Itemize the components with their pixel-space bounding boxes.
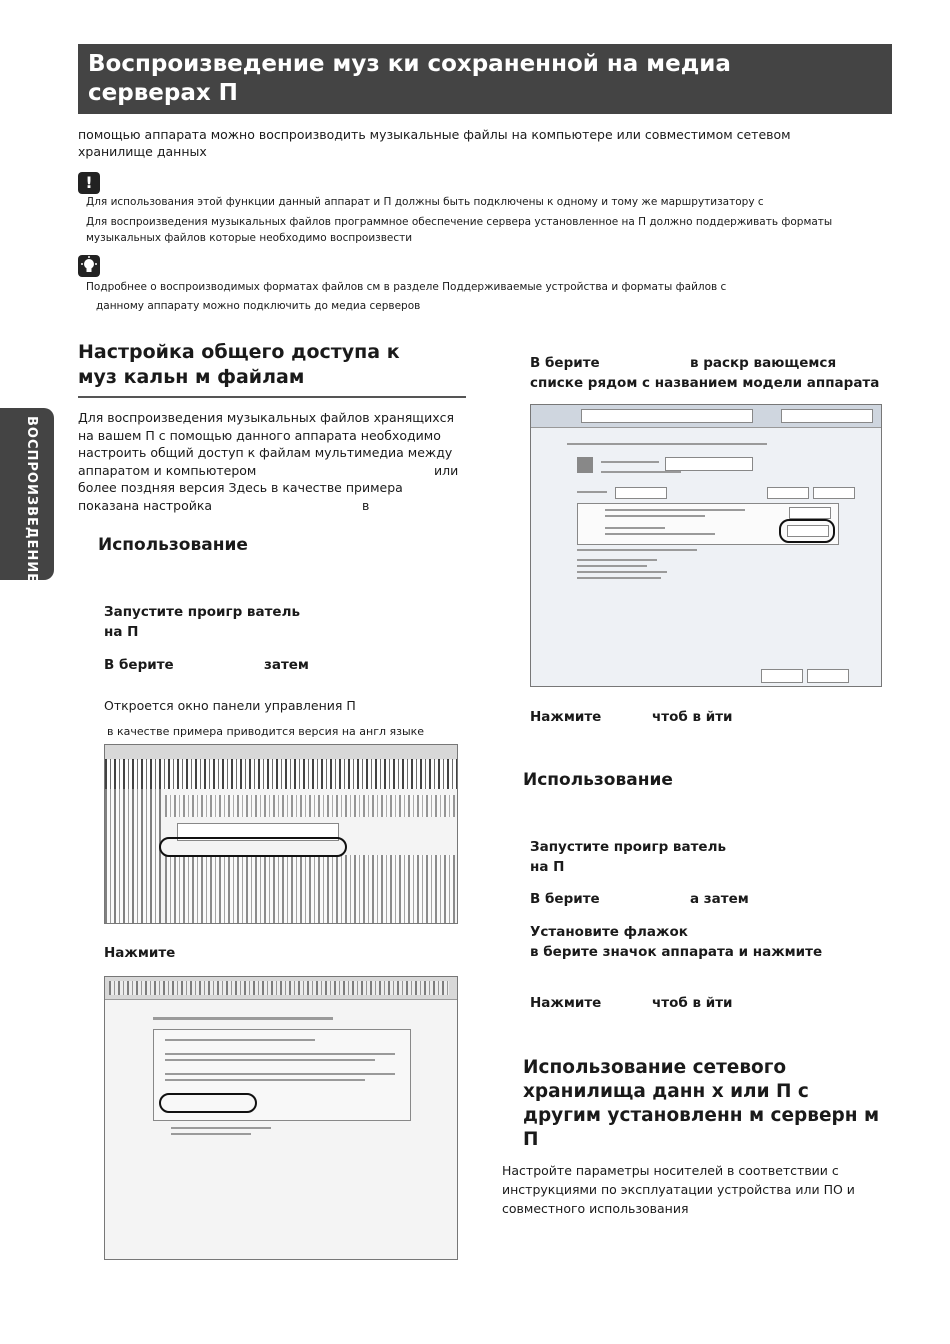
section-title-nas — [523, 1056, 903, 1152]
step-part: В берите — [104, 657, 174, 673]
step2-select — [530, 889, 910, 909]
step-part: затем — [264, 657, 309, 673]
intro-paragraph — [78, 126, 898, 160]
step-part: Нажмите — [530, 995, 602, 1011]
step-part: а затем — [690, 891, 749, 907]
highlight-circle — [159, 1093, 257, 1113]
step2-checkbox — [530, 922, 910, 962]
step-line: Запустите проигр ватель — [104, 604, 300, 620]
lightbulb-icon — [78, 255, 100, 277]
step-part: чтоб в йти — [652, 995, 733, 1011]
section-title-line: муз кальн м файлам — [78, 366, 305, 388]
result-text: Откроется окно панели управления П — [104, 698, 356, 713]
step-line: Установите флажок — [530, 924, 688, 940]
step-part: В берите — [530, 891, 600, 907]
step-part: В берите — [530, 355, 600, 371]
section-title-line: другим установленн м серверн м — [523, 1105, 880, 1126]
para-word: в — [362, 497, 370, 513]
tip-notes — [86, 279, 886, 314]
step-press-ok — [530, 707, 910, 727]
section-divider — [78, 396, 466, 398]
step-select — [104, 655, 444, 675]
section-title-line: П — [523, 1129, 539, 1150]
screenshot-streaming-options — [530, 404, 882, 687]
step-launch-player — [104, 602, 444, 642]
caution-line: музыкальных файлов которые необходимо воспроизвести — [86, 232, 413, 244]
highlight-circle — [779, 519, 835, 543]
tip-line: данному аппарату можно подключить до медиа серверов — [96, 300, 421, 312]
section-title-line: Настройка общего доступа к — [78, 341, 400, 363]
section-title-line: Использование сетевого — [523, 1057, 787, 1078]
para-line: Настройте параметры носителей в соответствии с — [502, 1163, 839, 1178]
side-tab — [0, 408, 54, 583]
para-line: показана настройка — [78, 497, 213, 513]
para-line: настроить общий доступ к файлам мультимедиа между — [78, 445, 453, 460]
sharing-paragraph — [78, 409, 466, 514]
subhead-usage-1: Использование — [98, 535, 248, 555]
para-line: инструкциями по эксплуатации устройства или ПО и — [502, 1182, 855, 1197]
step-select-allowed — [530, 353, 910, 393]
intro-line: хранилище данных — [78, 144, 207, 159]
step-line: списке рядом с названием модели аппарата — [530, 375, 880, 391]
caution-line: Для использования этой функции данный аппарат и П должны быть подключены к одному и тому же маршрутизатору с — [86, 196, 764, 208]
step2-press-ok — [530, 993, 910, 1013]
screenshot-media-streaming — [104, 976, 458, 1260]
exclamation-icon: ! — [78, 172, 100, 194]
section-title-line: хранилища данн х или П с — [523, 1081, 809, 1102]
side-tab-label: ВОСПРОИЗВЕДЕНИЕ — [24, 416, 39, 583]
para-word: или — [434, 462, 459, 478]
intro-line: помощью аппарата можно воспроизводить музыкальные файлы на компьютере или совместимом сетевом — [78, 127, 791, 142]
step2-launch-player — [530, 837, 910, 877]
para-line: на вашем П с помощью данного аппарата необходимо — [78, 427, 441, 443]
step-line: в берите значок аппарата и нажмите — [530, 944, 823, 960]
highlight-circle — [159, 837, 347, 857]
step-line: Запустите проигр ватель — [530, 839, 726, 855]
page-title — [78, 44, 892, 114]
para-line: совместного использования — [502, 1201, 689, 1216]
para-line: аппаратом и компьютером — [78, 462, 257, 478]
step-line: на П — [104, 624, 139, 640]
step-part: Нажмите — [530, 709, 602, 725]
page-title-line1: Воспроизведение муз ки сохраненной на медиа — [88, 51, 731, 77]
step-part: в раскр вающемся — [690, 355, 837, 371]
step-part: чтоб в йти — [652, 709, 733, 725]
nas-paragraph — [502, 1161, 892, 1218]
caution-notes — [86, 194, 886, 246]
para-line: Для воспроизведения музыкальных файлов хранящихся — [78, 410, 454, 425]
lightbulb-icon-svg — [78, 255, 100, 277]
para-line: более поздняя версия Здесь в качестве примера — [78, 480, 403, 495]
example-note: в качестве примера приводится версия на англ языке — [107, 725, 425, 738]
step-click: Нажмите — [104, 945, 176, 961]
subhead-usage-2: Использование — [523, 770, 673, 790]
screenshot-control-panel — [104, 744, 458, 924]
page-title-line2: серверах П — [88, 80, 238, 106]
section-title-sharing — [78, 340, 468, 390]
caution-line: Для воспроизведения музыкальных файлов программное обеспечение сервера установленное на П должно поддерживать форматы — [86, 216, 833, 228]
tip-line: Подробнее о воспроизводимых форматах файлов см в разделе Поддерживаемые устройства и форматы файлов с — [86, 281, 727, 293]
step-line: на П — [530, 859, 565, 875]
